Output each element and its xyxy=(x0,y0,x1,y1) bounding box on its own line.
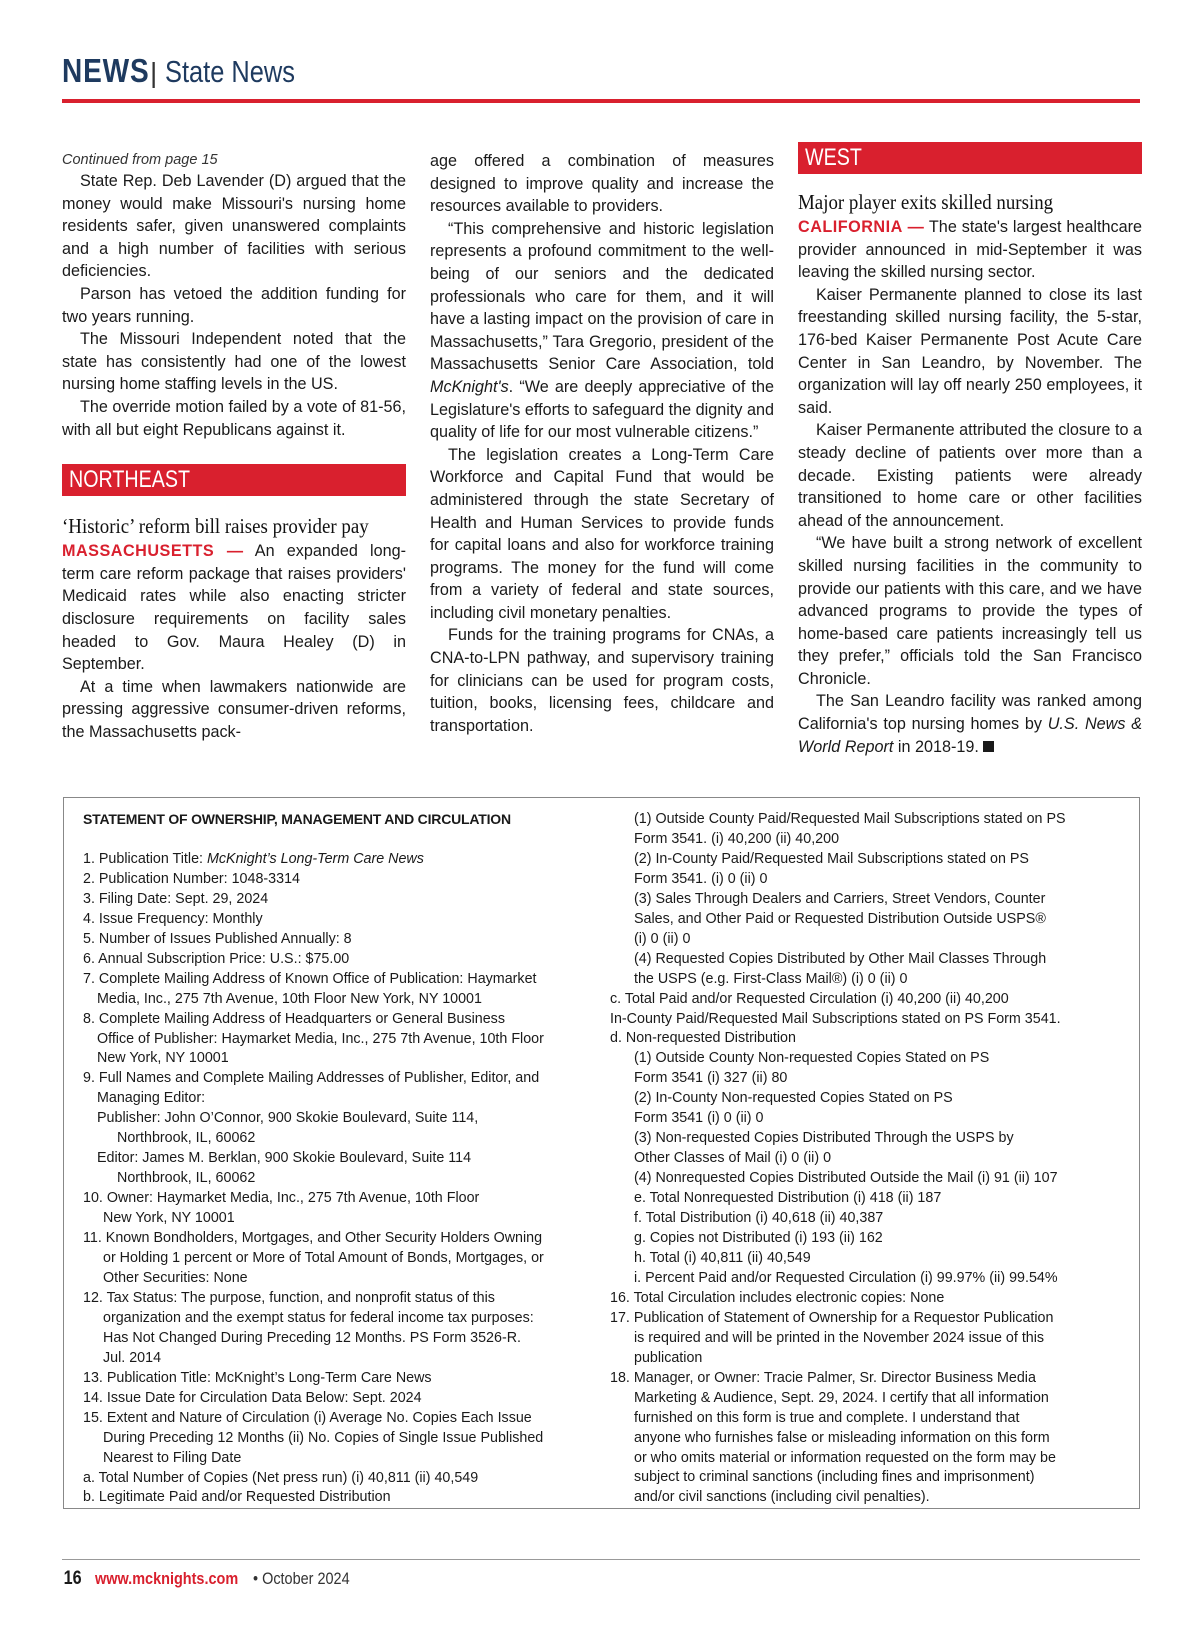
continued-note: Continued from page 15 xyxy=(62,152,218,168)
statement-line: 15. Extent and Nature of Circulation (i) Average No. Copies Each Issue xyxy=(83,1409,532,1426)
statement-line: Form 3541. (i) 40,200 (ii) 40,200 xyxy=(634,830,840,847)
page-header xyxy=(62,52,324,92)
page-footer xyxy=(62,1568,367,1590)
statement-line: and/or civil sanctions (including civil penalties). xyxy=(634,1489,930,1506)
paragraph: The legislation creates a Long-Term Care Workforce and Capital Fund that would be administered through the state Secretary of Health and Human Services to provide funds for capital loans and also for workforce training programs. The money for the fund will come from a variety of federal and state sources, including civil monetary penalties. xyxy=(430,445,774,622)
statement-line: 17. Publication of Statement of Ownership for a Requestor Publication xyxy=(610,1309,1054,1326)
page-number: 16 xyxy=(63,1568,82,1589)
statement-line: (3) Sales Through Dealers and Carriers, Street Vendors, Counter xyxy=(634,890,1046,907)
statement-line: Managing Editor: xyxy=(97,1090,206,1107)
statement-right-lines xyxy=(610,810,1130,1508)
statement-line: Form 3541 (i) 327 (ii) 80 xyxy=(634,1070,788,1087)
statement-line: Publisher: John O’Connor, 900 Skokie Boulevard, Suite 114, xyxy=(97,1110,479,1127)
dateline: MASSACHUSETTS — xyxy=(62,542,244,561)
statement-line: Northbrook, IL, 60062 xyxy=(117,1130,256,1147)
statement-line: 16. Total Circulation includes electronic copies: None xyxy=(610,1289,945,1306)
statement-line: 14. Issue Date for Circulation Data Below: Sept. 2024 xyxy=(83,1389,422,1406)
section-label: NEWS xyxy=(62,52,150,89)
statement-line: Northbrook, IL, 60062 xyxy=(117,1170,256,1187)
statement-title: STATEMENT OF OWNERSHIP, MANAGEMENT AND CIRCULATION xyxy=(83,811,511,827)
statement-box xyxy=(63,797,1140,1509)
statement-line: publication xyxy=(634,1349,703,1366)
statement-line: or Holding 1 percent or More of Total Amount of Bonds, Mortgages, or xyxy=(103,1250,544,1267)
statement-line: i. Percent Paid and/or Requested Circulation (i) 99.97% (ii) 99.54% xyxy=(634,1269,1058,1286)
region-band-west: WEST xyxy=(798,142,1142,174)
statement-line: 13. Publication Title: McKnight’s Long-Term Care News xyxy=(83,1369,432,1386)
statement-line: New York, NY 10001 xyxy=(103,1210,235,1227)
paragraph: age offered a combination of measures designed to improve quality and increase the resources available to providers. xyxy=(430,152,774,216)
statement-line: During Preceding 12 Months (ii) No. Copies of Single Issue Published xyxy=(103,1429,544,1446)
statement-line: (2) In-County Non-requested Copies Stated on PS xyxy=(634,1090,953,1107)
statement-line: 4. Issue Frequency: Monthly xyxy=(83,910,263,927)
statement-line: subject to criminal sanctions (including fines and imprisonment) xyxy=(634,1469,1035,1486)
paragraph: Kaiser Permanente planned to close its last freestanding skilled nursing facility, the 5-star, 176-bed Kaiser Permanente Post Acute Care Center in San Leandro, by November. The organization will lay off nearly 250 employees, it said. xyxy=(798,285,1142,417)
statement-line: New York, NY 10001 xyxy=(97,1050,229,1067)
statement-left-column xyxy=(83,810,583,1508)
statement-left-lines xyxy=(83,870,583,1509)
paragraph: Funds for the training programs for CNAs, a CNA-to-LPN pathway, and supervisory training for clinicians can be used for program costs, tuition, books, licensing fees, childcare and transportation. xyxy=(430,626,774,735)
article-lead: CALIFORNIA — The state's largest healthcare provider announced in mid-September it was leaving the skilled nursing sector. xyxy=(798,218,1142,282)
statement-line: a. Total Number of Copies (Net press run) (i) 40,811 (ii) 40,549 xyxy=(83,1469,479,1486)
publication-name: McKnight's xyxy=(430,377,509,396)
statement-line: g. Copies not Distributed (i) 193 (ii) 162 xyxy=(634,1230,883,1247)
article-headline: Major player exits skilled nursing xyxy=(798,190,1054,214)
statement-line: 8. Complete Mailing Address of Headquarters or General Business xyxy=(83,1010,505,1027)
statement-right-column xyxy=(610,810,1130,1508)
paragraph: The San Leandro facility was ranked among California's top nursing homes by U.S. News & World Report in 2018-19. xyxy=(798,692,1142,756)
statement-line: (1) Outside County Non-requested Copies Stated on PS xyxy=(634,1050,990,1067)
footer-rule xyxy=(62,1559,1140,1560)
statement-line: Other Securities: None xyxy=(103,1269,248,1286)
paragraph: Parson has vetoed the addition funding for two years running. xyxy=(62,284,406,326)
paragraph: “We have built a strong network of excellent skilled nursing facilities in the community to provide our patients with this care, and we have advanced programs to provide the types of home-based care patients increasingly tell us they prefer,” officials told the San Francisco Chronicle. xyxy=(798,534,1142,688)
header-separator: | xyxy=(150,57,158,88)
column-3 xyxy=(798,143,1142,758)
statement-line: (3) Non-requested Copies Distributed Through the USPS by xyxy=(634,1130,1014,1147)
statement-line: c. Total Paid and/or Requested Circulation (i) 40,200 (ii) 40,200 xyxy=(610,990,1009,1007)
statement-line: the USPS (e.g. First-Class Mail®) (i) 0 (ii) 0 xyxy=(634,970,908,987)
statement-line: Jul. 2014 xyxy=(103,1349,162,1366)
column-1 xyxy=(62,150,406,743)
statement-line: furnished on this form is true and complete. I understand that xyxy=(634,1409,1020,1426)
statement-line: 18. Manager, or Owner: Tracie Palmer, Sr. Director Business Media xyxy=(610,1369,1036,1386)
statement-line: Form 3541. (i) 0 (ii) 0 xyxy=(634,870,768,887)
statement-line: 3. Filing Date: Sept. 29, 2024 xyxy=(83,890,269,907)
statement-line: 7. Complete Mailing Address of Known Office of Publication: Haymarket xyxy=(83,970,537,987)
article-headline: ‘Historic’ reform bill raises provider pay xyxy=(62,514,369,539)
statement-line: 10. Owner: Haymarket Media, Inc., 275 7th Avenue, 10th Floor xyxy=(83,1190,480,1207)
paragraph: Kaiser Permanente attributed the closure to a steady decline of patients over more than a decade. Existing patients were already transitioned to home care or other facilities ahead of the announcement. xyxy=(798,421,1142,530)
statement-line: organization and the exempt status for federal income tax purposes: xyxy=(103,1309,534,1326)
paragraph: State Rep. Deb Lavender (D) argued that the money would make Missouri's nursing home residents safer, given unanswered complaints and a high number of facilities with serious deficiencies. xyxy=(62,172,406,281)
statement-line: Editor: James M. Berklan, 900 Skokie Boulevard, Suite 114 xyxy=(97,1150,472,1167)
paragraph: The override motion failed by a vote of 81-56, with all but eight Republicans against it. xyxy=(62,397,406,439)
statement-line: Marketing & Audience, Sept. 29, 2024. I certify that all information xyxy=(634,1389,1049,1406)
issue-date: • October 2024 xyxy=(253,1569,350,1588)
statement-line: f. Total Distribution (i) 40,618 (ii) 40,387 xyxy=(634,1210,884,1227)
article-lead: MASSACHUSETTS — An expanded long-term care reform package that raises providers' Medicaid rates while also enacting stricter disclosure requirements on facility sales headed to Gov. Maura Healey (D) in September. xyxy=(62,542,406,674)
statement-line: anyone who furnishes false or misleading information on this form xyxy=(634,1429,1050,1446)
statement-line: 6. Annual Subscription Price: U.S.: $75.00 xyxy=(83,950,350,967)
paragraph: “This comprehensive and historic legislation represents a profound commitment to the well-being of our seniors and the dedicated professionals who care for them, and it will have a lasting impact on the provision of care in Massachusetts,” Tara Gregorio, president of the Massachusetts Senior Care Association, told McKnight's. “We are deeply appreciative of the Legislature's efforts to safeguard the dignity and quality of life for our most vulnerable citizens.” xyxy=(430,219,774,442)
statement-line: b. Legitimate Paid and/or Requested Distribution xyxy=(83,1489,391,1506)
statement-line: or who omits material or information requested on the form may be xyxy=(634,1449,1056,1466)
statement-line: d. Non-requested Distribution xyxy=(610,1030,796,1047)
statement-line: Sales, and Other Paid or Requested Distribution Outside USPS® xyxy=(634,910,1046,927)
end-mark-icon xyxy=(983,741,994,752)
statement-line: (4) Nonrequested Copies Distributed Outside the Mail (i) 91 (ii) 107 xyxy=(634,1170,1058,1187)
region-band-northeast: NORTHEAST xyxy=(62,464,406,496)
statement-line: 9. Full Names and Complete Mailing Addresses of Publisher, Editor, and xyxy=(83,1070,540,1087)
statement-line: 1. Publication Title: McKnight’s Long-Term Care News xyxy=(83,850,424,867)
statement-line: (1) Outside County Paid/Requested Mail Subscriptions stated on PS xyxy=(634,811,1066,827)
statement-line: 5. Number of Issues Published Annually: 8 xyxy=(83,930,352,947)
statement-line: 12. Tax Status: The purpose, function, and nonprofit status of this xyxy=(83,1289,495,1306)
statement-line: Office of Publisher: Haymarket Media, Inc., 275 7th Avenue, 10th Floor xyxy=(97,1030,544,1047)
statement-line: (i) 0 (ii) 0 xyxy=(634,930,691,947)
statement-line: Other Classes of Mail (i) 0 (ii) 0 xyxy=(634,1150,832,1167)
statement-line: Media, Inc., 275 7th Avenue, 10th Floor New York, NY 10001 xyxy=(97,990,482,1007)
statement-line: 2. Publication Number: 1048-3314 xyxy=(83,870,300,887)
statement-line: e. Total Nonrequested Distribution (i) 418 (ii) 187 xyxy=(634,1190,942,1207)
statement-line: is required and will be printed in the November 2024 issue of this xyxy=(634,1329,1045,1346)
section-title: State News xyxy=(165,54,296,89)
paragraph: At a time when lawmakers nationwide are pressing aggressive consumer-driven reforms, the Massachusetts pack- xyxy=(62,677,406,741)
paragraph: The Missouri Independent noted that the state has consistently had one of the lowest nursing home staffing levels in the US. xyxy=(62,330,406,394)
statement-line: Nearest to Filing Date xyxy=(103,1449,242,1466)
statement-line: In-County Paid/Requested Mail Subscriptions stated on PS Form 3541. xyxy=(610,1010,1061,1027)
website-link[interactable]: www.mcknights.com xyxy=(95,1569,239,1588)
statement-line: Has Not Changed During Preceding 12 Months. PS Form 3526-R. xyxy=(103,1329,521,1346)
statement-line: (4) Requested Copies Distributed by Other Mail Classes Through xyxy=(634,950,1047,967)
statement-line: 11. Known Bondholders, Mortgages, and Other Security Holders Owning xyxy=(83,1230,543,1247)
statement-line: Form 3541 (i) 0 (ii) 0 xyxy=(634,1110,764,1127)
publication-name: U.S. News & World Report xyxy=(798,715,1142,756)
dateline: CALIFORNIA — xyxy=(798,218,925,236)
statement-line: h. Total (i) 40,811 (ii) 40,549 xyxy=(634,1249,811,1266)
column-2 xyxy=(430,150,774,737)
header-rule xyxy=(62,99,1140,103)
statement-line: (2) In-County Paid/Requested Mail Subscriptions stated on PS xyxy=(634,850,1029,867)
